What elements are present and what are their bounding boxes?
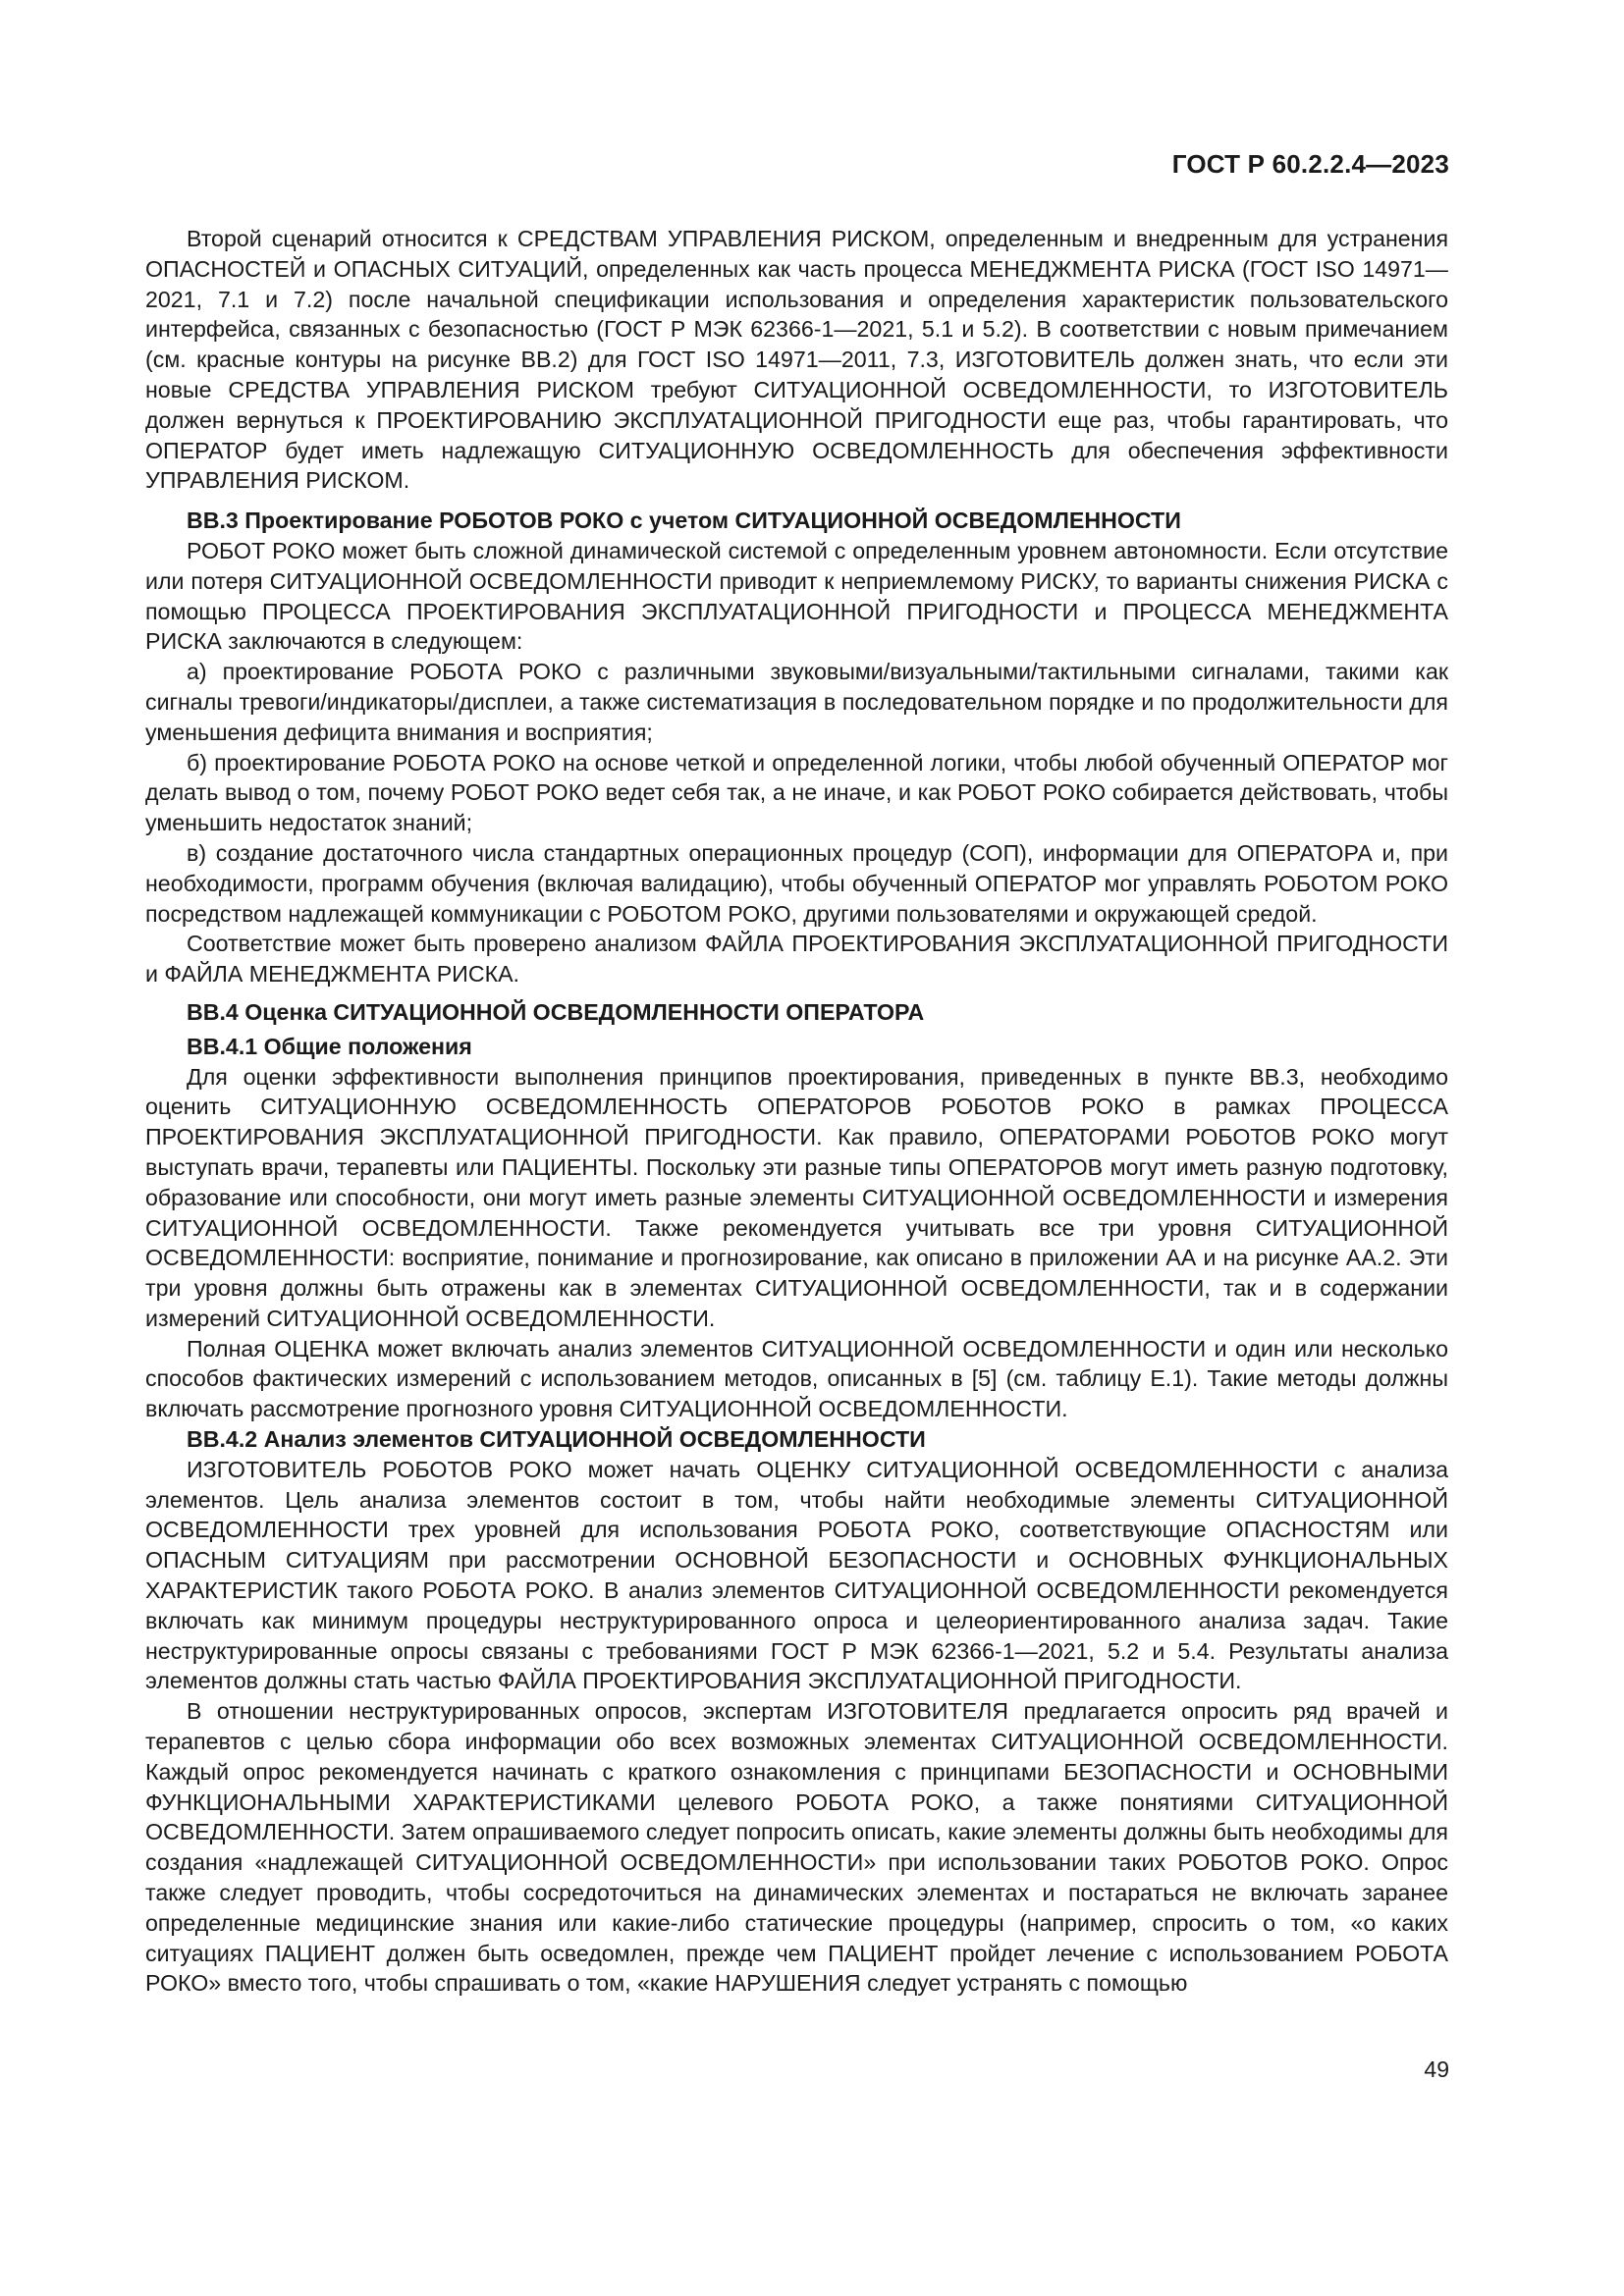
- paragraph-assessment-principles: Для оценки эффективности выполнения принципов проектирования, приведенных в пункте ВВ.3, необходимо оценить СИТУАЦИОННУЮ ОСВЕДОМЛЕННОСТЬ ОПЕРАТОРОВ РОБОТОВ РОКО в рамках ПРОЦЕССА ПРОЕКТИРОВАНИЯ ЭКСПЛУАТАЦИОННОЙ ПРИГОДНОСТИ. Как правило, ОПЕРАТОРАМИ РОБОТОВ РОКО могут выступать врачи, терапевты или ПАЦИЕНТЫ. Поскольку эти разные типы ОПЕРАТОРОВ могут иметь разную подготовку, образование или способности, они могут иметь разные элементы СИТУАЦИОННОЙ ОСВЕДОМЛЕННОСТИ и измерения СИТУАЦИОННОЙ ОСВЕДОМЛЕННОСТИ. Также рекомендуется учитывать все три уровня СИТУАЦИОННОЙ ОСВЕДОМЛЕННОСТИ: восприятие, понимание и прогнозирование, как описано в приложении АА и на рисунке АА.2. Эти три уровня должны быть отражены как в элементах СИТУАЦИОННОЙ ОСВЕДОМЛЕННОСТИ, так и в содержании измерений СИТУАЦИОННОЙ ОСВЕДОМЛЕННОСТИ.: [145, 1063, 1448, 1331]
- list-item-b: б) проектирование РОБОТА РОКО на основе четкой и определенной логики, чтобы любой обученный ОПЕРАТОР мог делать вывод о том, почему РОБОТ РОКО ведет себя так, а не иначе, и как РОБОТ РОКО собирается действовать, чтобы уменьшить недостаток знаний;: [145, 749, 1448, 836]
- subsection-heading-bb42: ВВ.4.2 Анализ элементов СИТУАЦИОННОЙ ОСВЕДОМЛЕННОСТИ: [187, 1426, 926, 1453]
- paragraph-second-scenario: Второй сценарий относится к СРЕДСТВАМ УПРАВЛЕНИЯ РИСКОМ, определенным и внедренным для устранения ОПАСНОСТЕЙ и ОПАСНЫХ СИТУАЦИЙ, определенных как часть процесса МЕНЕДЖМЕНТА РИСКА (ГОСТ ISO 14971—2021, 7.1 и 7.2) после начальной спецификации использования и определения характеристик пользовательского интерфейса, связанных с безопасностью (ГОСТ Р МЭК 62366-1—2021, 5.1 и 5.2). В соответствии с новым примечанием (см. красные контуры на рисунке ВВ.2) для ГОСТ ISO 14971—2011, 7.3, ИЗГОТОВИТЕЛЬ должен знать, что если эти новые СРЕДСТВА УПРАВЛЕНИЯ РИСКОМ требуют СИТУАЦИОННОЙ ОСВЕДОМЛЕННОСТИ, то ИЗГОТОВИТЕЛЬ должен вернуться к ПРОЕКТИРОВАНИЮ ЭКСПЛУАТАЦИОННОЙ ПРИГОДНОСТИ еще раз, чтобы гарантировать, что ОПЕРАТОР будет иметь надлежащую СИТУАЦИОННУЮ ОСВЕДОМЛЕННОСТЬ для обеспечения эффективности УПРАВЛЕНИЯ РИСКОМ.: [145, 226, 1448, 494]
- paragraph-full-assessment: Полная ОЦЕНКА может включать анализ элементов СИТУАЦИОННОЙ ОСВЕДОМЛЕННОСТИ и один или несколько способов фактических измерений с использованием методов, описанных в [5] (см. таблицу Е.1). Такие методы должны включать рассмотрение прогнозного уровня СИТУАЦИОННОЙ ОСВЕДОМЛЕННОСТИ.: [145, 1335, 1448, 1422]
- page-number: 49: [1424, 2056, 1449, 2082]
- list-item-a: а) проектирование РОБОТА РОКО с различными звуковыми/визуальными/тактильными сигналами, такими как сигналы тревоги/индикаторы/дисплеи, а также систематизация в последовательном порядке и по продолжительности для уменьшения дефицита внимания и восприятия;: [145, 659, 1448, 745]
- paragraph-compliance: Соответствие может быть проверено анализом ФАЙЛА ПРОЕКТИРОВАНИЯ ЭКСПЛУАТАЦИОННОЙ ПРИГОДНОСТИ и ФАЙЛА МЕНЕДЖМЕНТА РИСКА.: [145, 931, 1448, 988]
- subsection-heading-bb41: ВВ.4.1 Общие положения: [187, 1033, 472, 1059]
- standard-id-header: ГОСТ Р 60.2.2.4—2023: [1171, 149, 1449, 179]
- list-item-c: в) создание достаточного числа стандартных операционных процедур (СОП), информации для ОПЕРАТОРА и, при необходимости, программ обучения (включая валидацию), чтобы обученный ОПЕРАТОР мог управлять РОБОТОМ РОКО посредством надлежащей коммуникации с РОБОТОМ РОКО, другими пользователями и окружающей средой.: [145, 839, 1448, 927]
- paragraph-roko-robot: РОБОТ РОКО может быть сложной динамической системой с определенным уровнем автономности. Если отсутствие или потеря СИТУАЦИОННОЙ ОСВЕДОМЛЕННОСТИ приводит к неприемлемому РИСКУ, то варианты снижения РИСКА с помощью ПРОЦЕССА ПРОЕКТИРОВАНИЯ ЭКСПЛУАТАЦИОННОЙ ПРИГОДНОСТИ и ПРОЦЕССА МЕНЕДЖМЕНТА РИСКА заключаются в следующем:: [145, 537, 1448, 655]
- paragraph-unstructured-interviews: В отношении неструктурированных опросов, экспертам ИЗГОТОВИТЕЛЯ предлагается опросить ряд врачей и терапевтов с целью сбора информации обо всех возможных элементах СИТУАЦИОННОЙ ОСВЕДОМЛЕННОСТИ. Каждый опрос рекомендуется начинать с краткого ознакомления с принципами БЕЗОПАСНОСТИ и ОСНОВНЫМИ ФУНКЦИОНАЛЬНЫМИ ХАРАКТЕРИСТИКАМИ целевого РОБОТА РОКО, а также понятиями СИТУАЦИОННОЙ ОСВЕДОМЛЕННОСТИ. Затем опрашиваемого следует попросить описать, какие элементы должны быть необходимы для создания «надлежащей СИТУАЦИОННОЙ ОСВЕДОМЛЕННОСТИ» при использовании таких РОБОТОВ РОКО. Опрос также следует проводить, чтобы сосредоточиться на динамических элементах и постараться не включать заранее определенные медицинские знания или какие-либо статические процедуры (например, спросить о том, «о каких ситуациях ПАЦИЕНТ должен быть осведомлен, прежде чем ПАЦИЕНТ пройдет лечение с использованием РОБОТА РОКО» вместо того, чтобы спрашивать о том, «какие НАРУШЕНИЯ следует устранять с помощью: [145, 1698, 1448, 1997]
- page-content: [145, 224, 1448, 1999]
- section-heading-bb4: ВВ.4 Оценка СИТУАЦИОННОЙ ОСВЕДОМЛЕННОСТИ ОПЕРАТОРА: [187, 998, 925, 1025]
- section-heading-bb3: ВВ.3 Проектирование РОБОТОВ РОКО с учетом СИТУАЦИОННОЙ ОСВЕДОМЛЕННОСТИ: [187, 507, 1181, 534]
- paragraph-element-analysis: ИЗГОТОВИТЕЛЬ РОБОТОВ РОКО может начать ОЦЕНКУ СИТУАЦИОННОЙ ОСВЕДОМЛЕННОСТИ с анализа элементов. Цель анализа элементов состоит в том, чтобы найти необходимые элементы СИТУАЦИОННОЙ ОСВЕДОМЛЕННОСТИ трех уровней для использования РОБОТА РОКО, соответствующие ОПАСНОСТЯМ или ОПАСНЫМ СИТУАЦИЯМ при рассмотрении ОСНОВНОЙ БЕЗОПАСНОСТИ и ОСНОВНЫХ ФУНКЦИОНАЛЬНЫХ ХАРАКТЕРИСТИК такого РОБОТА РОКО. В анализ элементов СИТУАЦИОННОЙ ОСВЕДОМЛЕННОСТИ рекомендуется включать как минимум процедуры неструктурированного опроса и целеориентированного анализа задач. Такие неструктурированные опросы связаны с требованиями ГОСТ Р МЭК 62366-1—2021, 5.2 и 5.4. Результаты анализа элементов должны стать частью ФАЙЛА ПРОЕКТИРОВАНИЯ ЭКСПЛУАТАЦИОННОЙ ПРИГОДНОСТИ.: [145, 1456, 1448, 1694]
